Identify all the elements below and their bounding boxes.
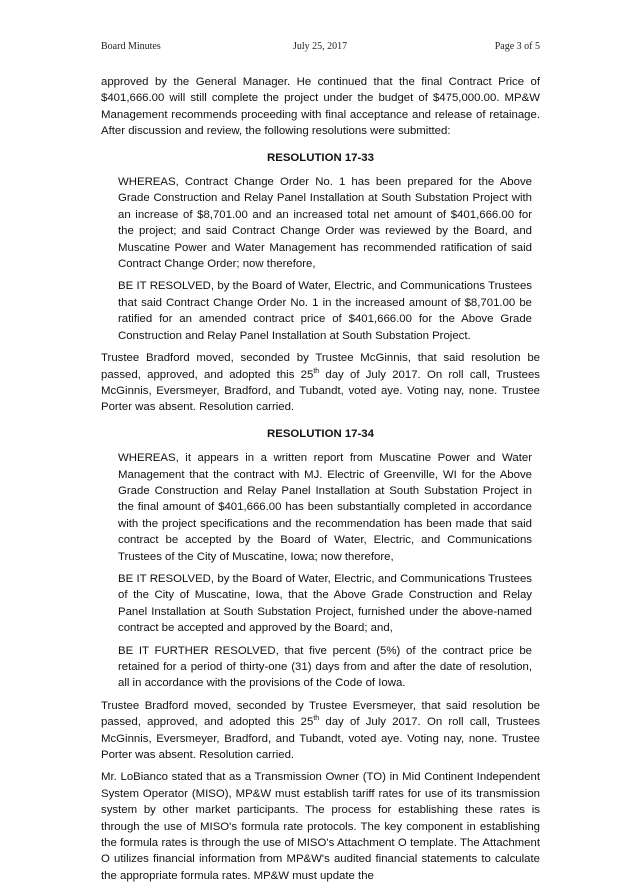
resolution-17-33-title: RESOLUTION 17-33 [267, 151, 374, 164]
header-page-number: Page 3 of 5 [494, 41, 540, 52]
resolution-17-33-whereas: WHEREAS, Contract Change Order No. 1 has been prepared for the Above Grade Construction and Relay Panel Installation at South Substation Project with an increase of $8,701.00 and an increased total net amount of $401,666.00 for the project; and said Contract Change Order was reviewed by the Board, and Muscatine Power and Water Management has recommended ratification of said Contract Change Order; now therefore, [118, 176, 532, 271]
miso-paragraph: Mr. LoBianco stated that as a Transmission Owner (TO) in Mid Continent Independent System Operator (MISO), MP&W must establish tariff rates for use of its transmission system by other market participants. The process for establishing these rates is through the use of MISO's formula rate protocols. The key component in establishing the formula rates is through the use of MISO's Attachment O template. The Attachment O utilizes financial information from MP&W's audited financial statements to calculate the appropriate formula rates. MP&W must update the [101, 771, 540, 882]
resolution-17-33-resolved: BE IT RESOLVED, by the Board of Water, Electric, and Communications Trustees that said Contract Change Order No. 1 in the increased amount of $8,701.00 be ratified for an amended contract price of $401,666.00 for the Above Grade Construction and Relay Panel Installation at South Substation Project. [118, 280, 532, 342]
resolution-17-34-title: RESOLUTION 17-34 [267, 427, 374, 440]
ordinal-suffix: th [313, 715, 320, 723]
ordinal-suffix: th [313, 367, 320, 375]
page-header [101, 41, 540, 55]
resolution-17-33-vote [101, 350, 540, 416]
intro-paragraph: approved by the General Manager. He continued that the final Contract Price of $401,666.00 will still complete the project under the budget of $475,000.00. MP&W Management recommends proceeding with final acceptance and release of retainage. After discussion and review, the following resolutions were submitted: [101, 76, 540, 138]
vote-text-part: Trustee Bradford moved, seconded by Trustee McGinnis, that said resolution be passed, approved, and adopted this 25 [101, 352, 540, 381]
resolution-17-34-whereas: WHEREAS, it appears in a written report from Muscatine Power and Water Management that the contract with MJ. Electric of Greenville, WI for the Above Grade Construction and Relay Panel Installation at South Substation Project in the final amount of $401,666.00 has been substantially completed in accordance with the project specifications and the recommendation has been made that said contract be accepted by the Board of Water, Electric, and Communications Trustees of the City of Muscatine, Iowa; now therefore, [118, 452, 532, 563]
header-date: July 25, 2017 [293, 41, 348, 52]
vote-text-part: day of July 2017. On roll call, Trustees McGinnis, Eversmeyer, Bradford, and Tubandt, voted aye. Voting nay, none. Trustee Porter was absent. Resolution carried. [101, 716, 540, 762]
resolution-17-34-resolved: BE IT RESOLVED, by the Board of Water, Electric, and Communications Trustees of the City of Muscatine, Iowa, that the Above Grade Construction and Relay Panel Installation at South Substation Project, furnished under the above-named contract be accepted and approved by the Board; and, [118, 572, 532, 635]
document-body [101, 74, 540, 890]
vote-text-part: day of July 2017. On roll call, Trustees McGinnis, Eversmeyer, Bradford, and Tubandt, voted aye. Voting nay, none. Trustee Porter was absent. Resolution carried. [101, 368, 540, 414]
resolution-17-34-further-resolved: BE IT FURTHER RESOLVED, that five percent (5%) of the contract price be retained for a period of thirty-one (31) days from and after the date of resolution, all in accordance with the provisions of the Code of Iowa. [118, 644, 532, 690]
header-document-title: Board Minutes [101, 41, 161, 52]
vote-text-part: Trustee Bradford moved, seconded by Trustee Eversmeyer, that said resolution be passed, approved, and adopted this 25 [101, 699, 540, 729]
resolution-17-34-vote [101, 698, 540, 764]
